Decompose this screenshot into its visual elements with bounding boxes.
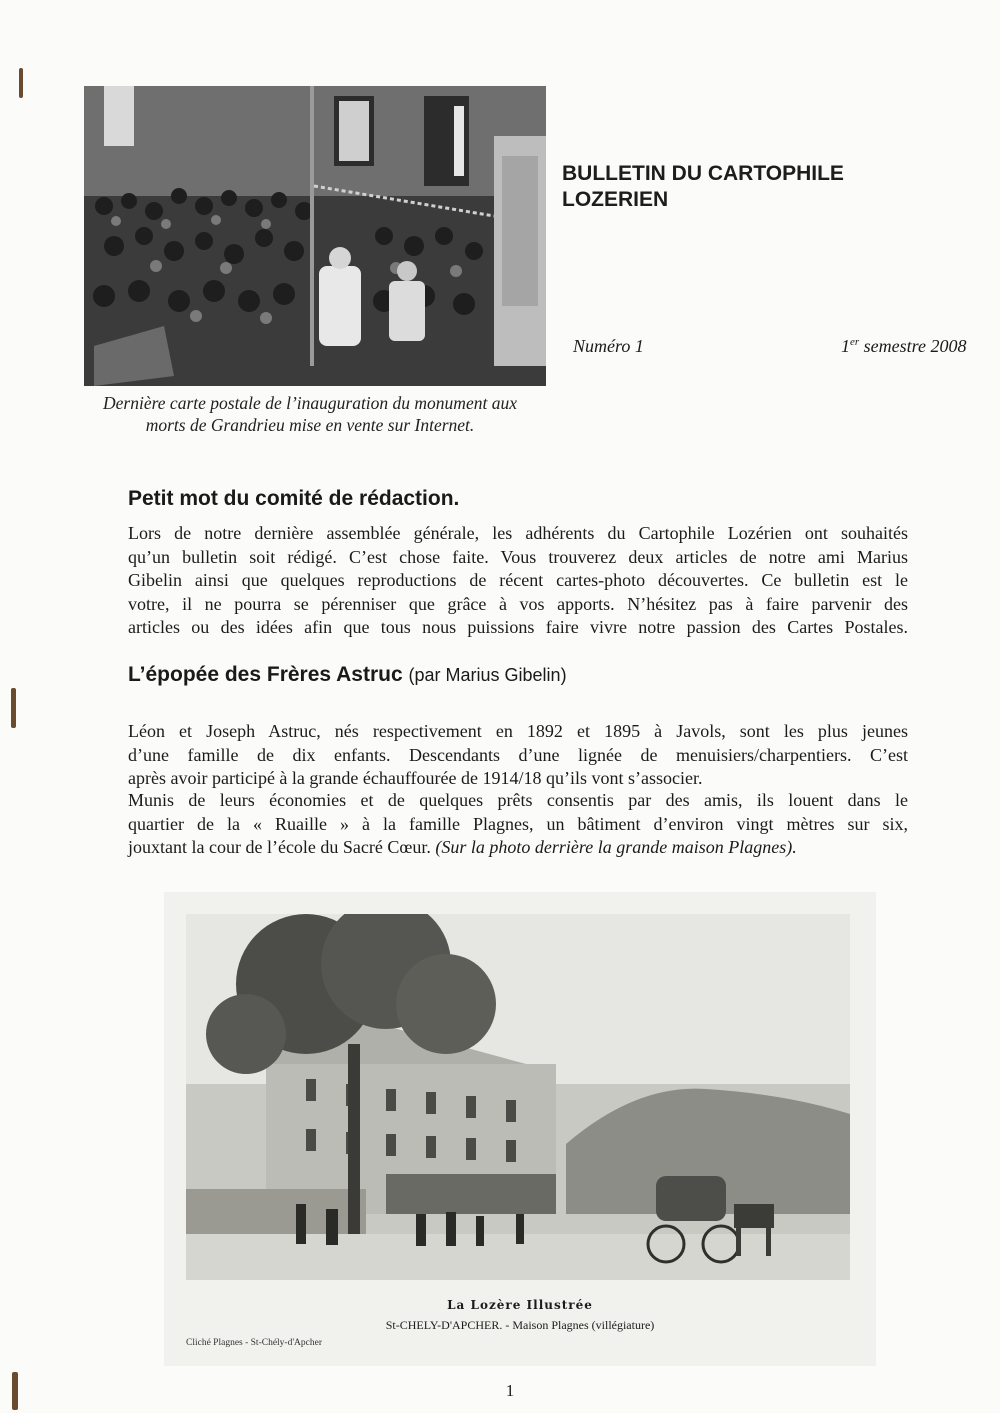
postcard-maison-plagnes (164, 892, 876, 1366)
paragraph-line: Lors de notre dernière assemblée générale, les adhérents du Cartophile Lozérien ont souhaités (128, 523, 908, 543)
paragraph-line: Gibelin ainsi que quelques reproductions de récent cartes-photo découvertes. Ce bulletin est le (128, 570, 908, 590)
paragraph-line: articles ou des idées afin que tous nous puissions faire vivre notre passion des Cartes Postales. (128, 617, 908, 637)
semester-rest: semestre 2008 (859, 336, 967, 356)
semester-prefix: 1 (841, 336, 850, 356)
binding-mark-middle (11, 688, 16, 728)
photo-note: (Sur la photo derrière la grande maison Plagnes). (435, 837, 797, 857)
bulletin-title-line-1: BULLETIN DU CARTOPHILE (562, 162, 844, 185)
postcard-subtitle: St-CHELY-D'APCHER. - Maison Plagnes (villégiature) (385, 1318, 655, 1332)
caption-line: Dernière carte postale de l’inauguration du monument aux (103, 393, 517, 413)
bulletin-title-line-2: LOZERIEN (562, 188, 669, 211)
paragraph-line: après avoir participé à la grande échauffourée de 1914/18 qu’ils vont s’associer. (128, 768, 703, 788)
issue-semester (841, 336, 967, 357)
paragraph-line: votre, il ne pourra se pérenniser que grâce à vos apports. N’hésitez pas à faire parvenir des (128, 593, 908, 614)
article-paragraph-1 (128, 720, 908, 791)
article-title: L’épopée des Frères Astruc (128, 663, 403, 686)
issue-number: Numéro 1 (573, 336, 644, 356)
article-heading (128, 663, 567, 687)
top-photo-caption (40, 392, 580, 436)
article-author: (par Marius Gibelin) (408, 665, 567, 685)
paragraph-line: Léon et Joseph Astruc, nés respectivement en 1892 et 1895 à Javols, sont les plus jeunes (128, 721, 908, 741)
editorial-heading: Petit mot du comité de rédaction. (128, 487, 460, 510)
paragraph-line: d’une famille de dix enfants. Descendants d’une lignée de menuisiers/charpentiers. C’est (128, 744, 908, 765)
monument-inauguration-photo (84, 86, 546, 386)
article-paragraph-2 (128, 789, 908, 860)
paragraph-line: qu’un bulletin soit rédigé. C’est chose faite. Vous trouverez deux articles de notre ami Marius (128, 546, 908, 567)
editorial-paragraph (128, 522, 908, 640)
semester-superscript: er (850, 336, 860, 348)
caption-line: morts de Grandrieu mise en vente sur Internet. (145, 415, 475, 435)
paragraph-line: Munis de leurs économies et de quelques prêts consentis par des amis, ils louent dans le (128, 790, 908, 810)
bulletin-title (562, 161, 962, 213)
paragraph-line (128, 836, 908, 860)
binding-mark-top (19, 68, 23, 98)
paragraph-text: jouxtant la cour de l’école du Sacré Cœur. (128, 837, 436, 857)
postcard-photo (186, 914, 850, 1280)
page-number: 1 (505, 1381, 515, 1400)
paragraph-line: quartier de la « Ruaille » à la famille Plagnes, un bâtiment d’environ vingt mètres sur six, (128, 813, 908, 834)
postcard-credit: Cliché Plagnes - St-Chély-d'Apcher (186, 1338, 323, 1348)
postcard-title: La Lozère Illustrée (447, 1298, 593, 1312)
binding-mark-bottom (12, 1372, 18, 1410)
